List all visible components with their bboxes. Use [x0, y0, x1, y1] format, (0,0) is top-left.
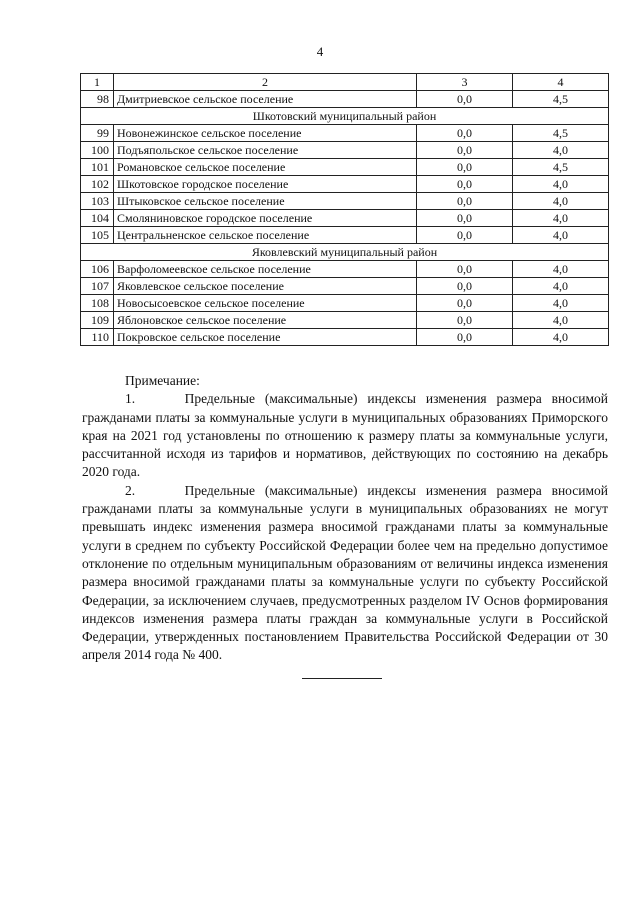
table-row [81, 91, 609, 108]
settlement-name: Покровское сельское поселение [114, 329, 417, 346]
table-header-row [81, 74, 609, 91]
row-number: 110 [81, 329, 114, 346]
value-col-3: 0,0 [417, 227, 513, 244]
value-col-3: 0,0 [417, 142, 513, 159]
settlement-name: Яковлевское сельское поселение [114, 278, 417, 295]
value-col-4: 4,0 [513, 176, 609, 193]
value-col-3: 0,0 [417, 159, 513, 176]
table-row [81, 227, 609, 244]
value-col-3: 0,0 [417, 125, 513, 142]
row-number: 100 [81, 142, 114, 159]
value-col-4: 4,0 [513, 193, 609, 210]
notes-section [82, 372, 608, 665]
notes-title: Примечание: [125, 373, 200, 388]
value-col-3: 0,0 [417, 329, 513, 346]
value-col-4: 4,0 [513, 312, 609, 329]
value-col-3: 0,0 [417, 312, 513, 329]
value-col-4: 4,5 [513, 91, 609, 108]
district-name: Шкотовский муниципальный район [81, 108, 609, 125]
row-number: 104 [81, 210, 114, 227]
settlement-name: Подъяпольское сельское поселение [114, 142, 417, 159]
row-number: 108 [81, 295, 114, 312]
value-col-4: 4,0 [513, 142, 609, 159]
table-row [81, 159, 609, 176]
settlement-name: Яблоновское сельское поселение [114, 312, 417, 329]
header-col-1: 1 [81, 74, 114, 91]
row-number: 98 [81, 91, 114, 108]
table-row [81, 142, 609, 159]
value-col-4: 4,0 [513, 227, 609, 244]
settlement-name: Романовское сельское поселение [114, 159, 417, 176]
settlement-name: Дмитриевское сельское поселение [114, 91, 417, 108]
settlement-name: Шкотовское городское поселение [114, 176, 417, 193]
settlement-name: Штыковское сельское поселение [114, 193, 417, 210]
value-col-3: 0,0 [417, 193, 513, 210]
row-number: 106 [81, 261, 114, 278]
value-col-4: 4,0 [513, 295, 609, 312]
district-name: Яковлевский муниципальный район [81, 244, 609, 261]
value-col-3: 0,0 [417, 91, 513, 108]
value-col-4: 4,0 [513, 329, 609, 346]
value-col-3: 0,0 [417, 210, 513, 227]
table-row [81, 125, 609, 142]
table-row [81, 261, 609, 278]
row-number: 107 [81, 278, 114, 295]
value-col-4: 4,0 [513, 261, 609, 278]
row-number: 109 [81, 312, 114, 329]
row-number: 101 [81, 159, 114, 176]
value-col-4: 4,5 [513, 125, 609, 142]
district-row [81, 244, 609, 261]
row-number: 105 [81, 227, 114, 244]
table-row [81, 210, 609, 227]
table-row [81, 176, 609, 193]
header-col-3: 3 [417, 74, 513, 91]
value-col-4: 4,0 [513, 210, 609, 227]
table-row [81, 193, 609, 210]
table-row [81, 312, 609, 329]
value-col-4: 4,0 [513, 278, 609, 295]
value-col-4: 4,5 [513, 159, 609, 176]
value-col-3: 0,0 [417, 278, 513, 295]
table-row [81, 278, 609, 295]
settlement-name: Варфоломеевское сельское поселение [114, 261, 417, 278]
district-row [81, 108, 609, 125]
note-item-2: 2. Предельные (максимальные) индексы изменения размера вносимой гражданами платы за коммунальные услуги в муниципальных образованиях не могут превышать индекс изменения размера вносимой гражданами платы за коммунальные услуги в среднем по субъекту Российской Федерации более чем на предельно допустимое отклонение по отдельным муниципальным образованиям от величины индекса изменения размера вносимой гражданами платы за коммунальные услуги по субъекту Российской Федерации, за исключением случаев, предусмотренных разделом IV Основ формирования индексов изменения размера платы граждан за коммунальные услуги в Российской Федерации, утвержденных постановлением Правительства Российской Федерации от 30 апреля 2014 года № 400. [82, 482, 608, 663]
settlement-name: Центральненское сельское поселение [114, 227, 417, 244]
settlement-name: Новонежинское сельское поселение [114, 125, 417, 142]
page-number: 4 [316, 44, 324, 59]
header-col-2: 2 [114, 74, 417, 91]
table-row [81, 295, 609, 312]
row-number: 99 [81, 125, 114, 142]
indices-table-body [81, 74, 609, 346]
end-separator-line [302, 678, 382, 679]
value-col-3: 0,0 [417, 295, 513, 312]
row-number: 103 [81, 193, 114, 210]
header-col-4: 4 [513, 74, 609, 91]
table-row [81, 329, 609, 346]
indices-table [80, 73, 609, 346]
value-col-3: 0,0 [417, 176, 513, 193]
note-item-1: 1. Предельные (максимальные) индексы изменения размера вносимой гражданами платы за коммунальные услуги в муниципальных образованиях Приморского края на 2021 год установлены по отношению к размеру платы за коммунальные услуги, рассчитанной исходя из тарифов и нормативов, действующих по состоянию на декабрь 2020 года. [82, 391, 608, 480]
row-number: 102 [81, 176, 114, 193]
settlement-name: Смоляниновское городское поселение [114, 210, 417, 227]
value-col-3: 0,0 [417, 261, 513, 278]
settlement-name: Новосысоевское сельское поселение [114, 295, 417, 312]
